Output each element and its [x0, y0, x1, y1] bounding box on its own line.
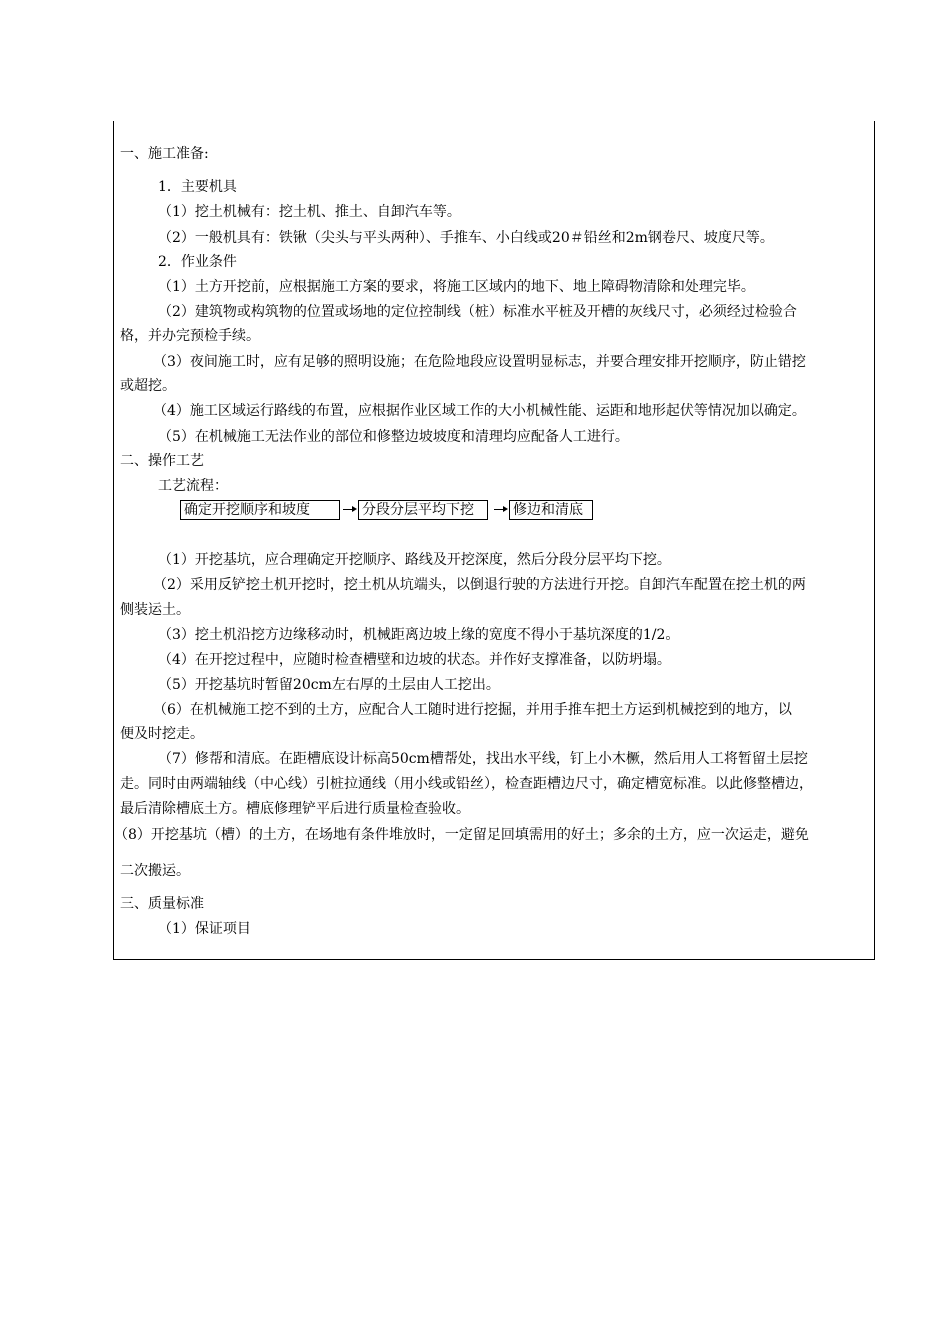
paragraph-line: （3）夜间施工时，应有足够的照明设施；在危险地段应设置明显标志，并要合理安排开挖顺序，防止错挖 [153, 354, 806, 370]
paragraph-line: （2）建筑物或构筑物的位置或场地的定位控制线（桩）标准水平桩及开槽的灰线尺寸，必须经过检验合 [158, 304, 797, 320]
paragraph-line: （7）修帮和清底。在距槽底设计标高50cm槽帮处，找出水平线，钉上小木橛，然后用人工将暂留土层挖 [158, 751, 808, 767]
flow-step-1: 确定开挖顺序和坡度 [180, 500, 340, 520]
paragraph-line: （6）在机械施工挖不到的土方，应配合人工随时进行挖掘，并用手推车把土方运到机械挖到的地方，以 [153, 702, 792, 718]
paragraph-line: （1）土方开挖前，应根据施工方案的要求，将施工区域内的地下、地上障碍物清除和处理完毕。 [158, 279, 755, 295]
paragraph-line: 最后清除槽底土方。槽底修理铲平后进行质量检查验收。 [120, 801, 470, 817]
paragraph-line: （2）一般机具有：铁锹（尖头与平头两种）、手推车、小白线或20＃铅丝和2m钢卷尺、坡度尺等。 [158, 230, 774, 246]
subheading-guarantee-items: （1）保证项目 [158, 921, 251, 937]
paragraph-line: （3）挖土机沿挖方边缘移动时，机械距离边坡上缘的宽度不得小于基坑深度的1/2。 [158, 627, 680, 643]
paragraph-line: （5）在机械施工无法作业的部位和修整边坡坡度和清理均应配备人工进行。 [158, 429, 629, 445]
paragraph-line: （5）开挖基坑时暂留20cm左右厚的土层由人工挖出。 [158, 677, 500, 693]
paragraph-line: 走。同时由两端轴线（中心线）引桩拉通线（用小线或铅丝），检查距槽边尺寸，确定槽宽标准。以此修整槽边， [120, 776, 813, 792]
paragraph-line: 二次搬运。 [120, 863, 190, 879]
paragraph-line: （1）开挖基坑，应合理确定开挖顺序、路线及开挖深度，然后分段分层平均下挖。 [158, 552, 671, 568]
flow-step-3: 修边和清底 [509, 500, 593, 520]
paragraph-line: （1）挖土机械有：挖土机、推土、自卸汽车等。 [158, 204, 461, 220]
section-heading-preparation: 一、施工准备: [120, 146, 209, 162]
paragraph-line: 侧装运土。 [120, 602, 190, 618]
paragraph-line: （2）采用反铲挖土机开挖时，挖土机从坑端头，以倒退行驶的方法进行开挖。自卸汽车配置在挖土机的两 [153, 577, 806, 593]
paragraph-line: （8）开挖基坑（槽）的土方，在场地有条件堆放时，一定留足回填需用的好土；多余的土方，应一次运走，避免 [114, 827, 809, 843]
arrow-right-icon [343, 500, 357, 518]
process-flow-label: 工艺流程： [158, 478, 228, 494]
process-flow [0, 500, 950, 520]
paragraph-line: 便及时挖走。 [120, 726, 204, 742]
section-heading-operation: 二、操作工艺 [120, 453, 204, 469]
paragraph-line: （4）在开挖过程中，应随时检查槽壁和边坡的状态。并作好支撑准备，以防坍塌。 [158, 652, 671, 668]
subheading-main-equipment: 1．主要机具 [158, 179, 237, 195]
paragraph-line: （4）施工区域运行路线的布置，应根据作业区域工作的大小机械性能、运距和地形起伏等情况加以确定。 [153, 403, 806, 419]
arrow-right-icon [494, 500, 508, 518]
flow-step-2: 分段分层平均下挖 [358, 500, 488, 520]
paragraph-line: 格，并办完预检手续。 [120, 328, 260, 344]
paragraph-line: 或超挖。 [120, 378, 176, 394]
subheading-work-conditions: 2．作业条件 [158, 254, 237, 270]
section-heading-quality: 三、质量标准 [120, 896, 204, 912]
